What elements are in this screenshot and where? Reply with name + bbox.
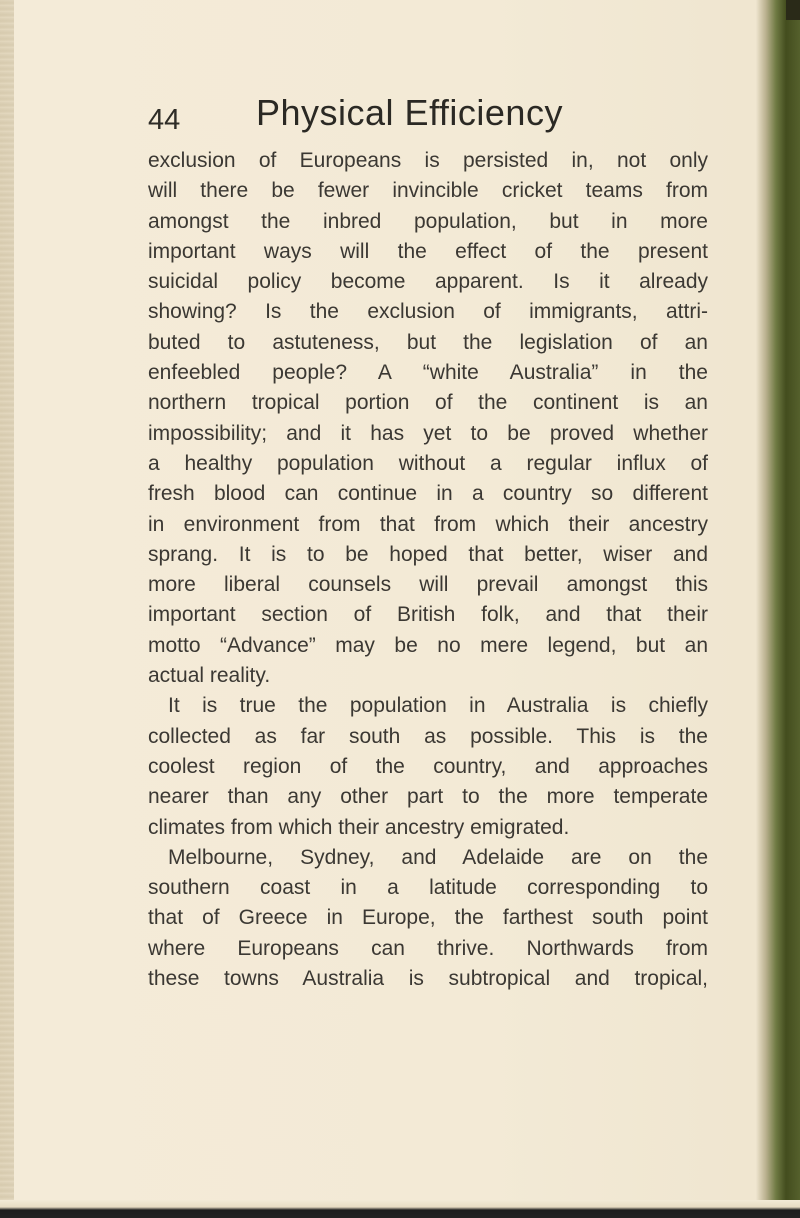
running-title: Physical Efficiency (256, 92, 563, 133)
text-line: these towns Australia is subtropical and tropical, (148, 967, 708, 991)
text-line: southern coast in a latitude corresponding to (148, 876, 708, 900)
text-line: where Europeans can thrive. Northwards from (148, 936, 708, 960)
text-line: motto “Advance” may be no mere legend, but an (148, 633, 708, 657)
text-line: amongst the inbred population, but in more (148, 209, 708, 233)
text-line: in environment from that from which their ancestry (148, 512, 708, 536)
cover-corner (786, 0, 800, 20)
text-line: coolest region of the country, and approaches (148, 754, 708, 778)
page-number: 44 (148, 104, 181, 136)
text-line: nearer than any other part to the more temperate (148, 785, 708, 809)
text-line: Melbourne, Sydney, and Adelaide are on the (168, 845, 708, 869)
text-line: important ways will the effect of the present (148, 239, 708, 263)
paragraph-end-line: actual reality. (148, 664, 271, 688)
running-header (0, 92, 760, 152)
text-line: a healthy population without a regular influx of (148, 451, 708, 475)
text-line: fresh blood can continue in a country so different (148, 482, 708, 506)
text-line: will there be fewer invincible cricket teams from (148, 179, 708, 203)
text-line: exclusion of Europeans is persisted in, not only (148, 149, 708, 172)
text-line: important section of British folk, and that their (148, 603, 708, 627)
text-line: sprang. It is to be hoped that better, wiser and (148, 542, 708, 566)
page-gutter (0, 0, 14, 1218)
text-line: It is true the population in Australia is chiefly (168, 694, 708, 718)
text-line: that of Greece in Europe, the farthest south point (148, 906, 708, 930)
text-line: suicidal policy become apparent. Is it already (148, 270, 708, 294)
text-line: more liberal counsels will prevail amongst this (148, 573, 708, 597)
text-line: northern tropical portion of the continent is an (148, 391, 708, 415)
paragraph-end-line: climates from which their ancestry emigrated. (148, 815, 570, 839)
text-line: enfeebled people? A “white Australia” in the (148, 361, 708, 385)
text-line: impossibility; and it has yet to be proved whether (148, 421, 708, 445)
body-text (148, 146, 708, 994)
text-line: collected as far south as possible. This is the (148, 724, 708, 748)
text-line: buted to astuteness, but the legislation of an (148, 330, 708, 354)
text-line: showing? Is the exclusion of immigrants, attri- (148, 300, 708, 324)
book-cover-edge (756, 0, 800, 1218)
page-bottom-edge (0, 1200, 800, 1218)
